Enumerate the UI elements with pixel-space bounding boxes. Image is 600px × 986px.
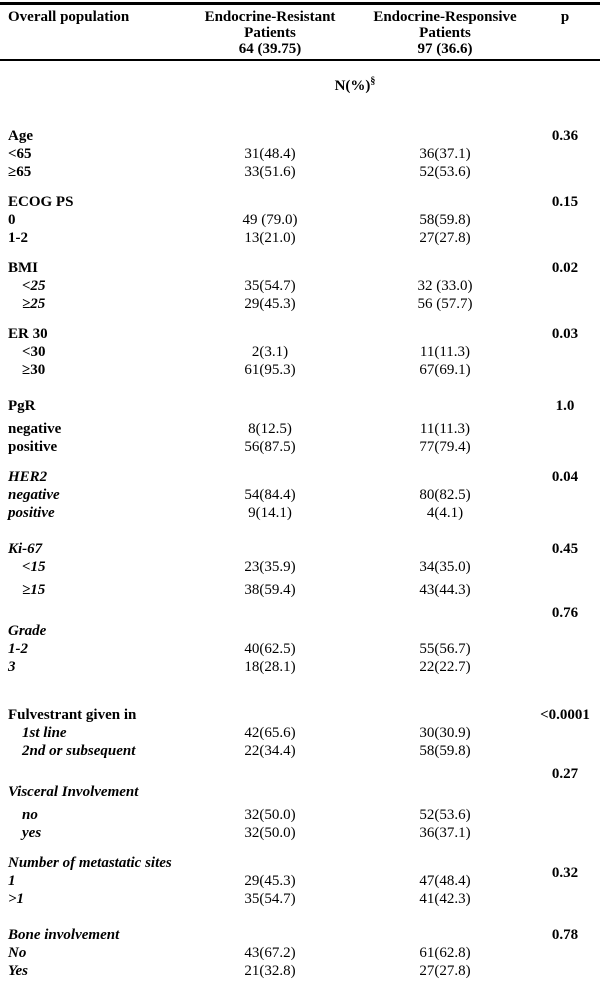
row-label: 1 xyxy=(8,873,16,889)
p-value: 0.45 xyxy=(551,541,579,557)
responsive-value: 58(59.8) xyxy=(419,212,471,228)
table-row xyxy=(0,397,600,415)
responsive-value: 52(53.6) xyxy=(419,807,471,823)
p-value xyxy=(530,558,600,576)
table-row xyxy=(0,468,600,486)
p-value xyxy=(530,295,600,313)
resistant-value xyxy=(180,854,360,872)
table-row xyxy=(0,824,600,842)
row-label: BMI xyxy=(8,260,38,276)
row-label: <15 xyxy=(22,559,46,575)
row-label: Fulvestrant given in xyxy=(8,707,137,723)
p-value: 0.36 xyxy=(551,128,579,144)
p-value xyxy=(530,343,600,361)
responsive-value xyxy=(360,259,530,277)
p-value xyxy=(530,420,600,438)
resistant-value: 18(28.1) xyxy=(244,659,296,675)
table-header xyxy=(0,2,600,61)
responsive-value: 22(22.7) xyxy=(419,659,471,675)
row-label: 1st line xyxy=(22,725,67,741)
responsive-value: 36(37.1) xyxy=(419,146,471,162)
responsive-value xyxy=(360,468,530,486)
row-label: <25 xyxy=(22,278,46,294)
resistant-value xyxy=(180,540,360,558)
table-row xyxy=(0,163,600,181)
p-value xyxy=(530,824,600,842)
p-value xyxy=(530,658,600,676)
resistant-value: 9(14.1) xyxy=(248,505,292,521)
resistant-value: 29(45.3) xyxy=(244,873,296,889)
table-row xyxy=(0,706,600,724)
p-value xyxy=(530,806,600,824)
table-row xyxy=(0,742,600,760)
row-label: HER2 xyxy=(8,469,48,485)
resistant-value xyxy=(180,765,360,783)
responsive-value: 11(11.3) xyxy=(419,344,471,360)
row-label: positive xyxy=(8,505,55,521)
p-value xyxy=(530,581,600,599)
table-row xyxy=(0,343,600,361)
p-value xyxy=(530,277,600,295)
table-row xyxy=(0,558,600,576)
p-value xyxy=(530,783,600,801)
row-label: <30 xyxy=(22,344,46,360)
header-line: Patients xyxy=(419,25,471,41)
resistant-value: 2(3.1) xyxy=(251,344,289,360)
responsive-value: 77(79.4) xyxy=(419,439,471,455)
responsive-value xyxy=(360,622,530,640)
row-label: ECOG PS xyxy=(8,194,74,210)
header-p-column: p xyxy=(560,9,570,25)
row-label: <65 xyxy=(8,146,32,162)
table-row xyxy=(0,944,600,962)
p-value: 0.04 xyxy=(551,469,579,485)
resistant-value xyxy=(180,259,360,277)
table-row xyxy=(0,229,600,247)
unit-label xyxy=(180,73,530,95)
row-label: 0 xyxy=(8,212,16,228)
row-label: Bone involvement xyxy=(8,927,120,943)
p-value: 0.03 xyxy=(551,326,579,342)
responsive-value: 56 (57.7) xyxy=(417,296,473,312)
header-line: Endocrine-Resistant xyxy=(204,9,336,25)
row-label: Age xyxy=(8,128,33,144)
resistant-value: 8(12.5) xyxy=(248,421,292,437)
resistant-value xyxy=(180,622,360,640)
table-row xyxy=(0,325,600,343)
resistant-value: 56(87.5) xyxy=(244,439,296,455)
table-row xyxy=(0,259,600,277)
resistant-value: 23(35.9) xyxy=(244,559,296,575)
table-row xyxy=(0,926,600,944)
table-row xyxy=(0,783,600,801)
p-value xyxy=(530,890,600,908)
responsive-value: 58(59.8) xyxy=(419,743,471,759)
row-label: PgR xyxy=(8,398,36,414)
responsive-value xyxy=(360,926,530,944)
row-label: 1-2 xyxy=(8,230,28,246)
responsive-value: 34(35.0) xyxy=(419,559,471,575)
p-value xyxy=(530,962,600,980)
row-label: negative xyxy=(8,487,60,503)
p-value: 0.27 xyxy=(551,766,579,782)
responsive-value: 41(42.3) xyxy=(419,891,471,907)
p-value: 0.32 xyxy=(551,865,579,881)
row-label: ≥65 xyxy=(8,164,32,180)
p-value: 0.15 xyxy=(551,194,579,210)
p-value xyxy=(530,944,600,962)
row-label: Number of metastatic sites xyxy=(8,855,172,871)
unit-label-superscript: § xyxy=(370,76,376,87)
row-label: ≥15 xyxy=(22,582,46,598)
table-row xyxy=(0,890,600,908)
responsive-value: 36(37.1) xyxy=(419,825,471,841)
resistant-value: 33(51.6) xyxy=(244,164,296,180)
resistant-value xyxy=(180,926,360,944)
responsive-value: 43(44.3) xyxy=(419,582,471,598)
p-value-row xyxy=(0,604,600,622)
p-value xyxy=(530,724,600,742)
resistant-value xyxy=(180,193,360,211)
header-endocrine-resistant xyxy=(180,9,360,57)
header-overall-population: Overall population xyxy=(8,9,130,25)
table-row xyxy=(0,962,600,980)
p-value xyxy=(530,622,600,640)
resistant-value: 61(95.3) xyxy=(244,362,296,378)
header-endocrine-responsive xyxy=(360,9,530,57)
row-label: 1-2 xyxy=(8,641,28,657)
row-label: 3 xyxy=(8,659,16,675)
responsive-value xyxy=(360,397,530,415)
resistant-value: 29(45.3) xyxy=(244,296,296,312)
responsive-value: 4(4.1) xyxy=(426,505,464,521)
resistant-value: 42(65.6) xyxy=(244,725,296,741)
resistant-value: 43(67.2) xyxy=(244,945,296,961)
table-row xyxy=(0,724,600,742)
resistant-value: 49 (79.0) xyxy=(242,212,298,228)
row-label: Visceral Involvement xyxy=(8,784,139,800)
resistant-value: 32(50.0) xyxy=(244,807,296,823)
resistant-value: 35(54.7) xyxy=(244,891,296,907)
resistant-value xyxy=(180,604,360,622)
p-value: 0.02 xyxy=(551,260,579,276)
resistant-value xyxy=(180,325,360,343)
p-value xyxy=(530,742,600,760)
responsive-value: 32 (33.0) xyxy=(417,278,473,294)
responsive-value xyxy=(360,854,530,872)
header-line: Endocrine-Responsive xyxy=(373,9,517,25)
p-value: <0.0001 xyxy=(540,707,590,723)
p-value xyxy=(530,486,600,504)
responsive-value: 61(62.8) xyxy=(419,945,471,961)
responsive-value xyxy=(360,193,530,211)
row-label: ≥25 xyxy=(22,296,46,312)
row-label: >1 xyxy=(8,891,25,907)
row-label: Ki-67 xyxy=(8,541,43,557)
resistant-value: 31(48.4) xyxy=(244,146,296,162)
table-row xyxy=(0,658,600,676)
responsive-value xyxy=(360,706,530,724)
table-row xyxy=(0,622,600,640)
p-value: 1.0 xyxy=(555,398,575,414)
resistant-value: 54(84.4) xyxy=(244,487,296,503)
responsive-value xyxy=(360,540,530,558)
table-row xyxy=(0,486,600,504)
responsive-value: 52(53.6) xyxy=(419,164,471,180)
header-count: 64 (39.75) xyxy=(238,41,302,57)
p-value: 0.78 xyxy=(551,927,579,943)
p-value xyxy=(530,504,600,522)
row-label xyxy=(0,765,180,783)
table-row xyxy=(0,540,600,558)
resistant-value: 22(34.4) xyxy=(244,743,296,759)
table-row xyxy=(0,361,600,379)
resistant-value xyxy=(180,706,360,724)
responsive-value: 27(27.8) xyxy=(419,230,471,246)
resistant-value: 13(21.0) xyxy=(244,230,296,246)
responsive-value xyxy=(360,604,530,622)
responsive-value: 55(56.7) xyxy=(419,641,471,657)
table-row xyxy=(0,145,600,163)
responsive-value: 67(69.1) xyxy=(419,362,471,378)
resistant-value: 40(62.5) xyxy=(244,641,296,657)
header-line: Patients xyxy=(244,25,296,41)
responsive-value: 11(11.3) xyxy=(419,421,471,437)
table-row xyxy=(0,420,600,438)
p-value-row xyxy=(0,765,600,783)
responsive-value xyxy=(360,783,530,801)
responsive-value: 80(82.5) xyxy=(419,487,471,503)
table-row xyxy=(0,211,600,229)
row-label: negative xyxy=(8,421,62,437)
row-label: Grade xyxy=(8,623,47,639)
row-label: 2nd or subsequent xyxy=(22,743,136,759)
p-value xyxy=(530,361,600,379)
row-label: ≥30 xyxy=(22,362,46,378)
table-row xyxy=(0,438,600,456)
resistant-value: 32(50.0) xyxy=(244,825,296,841)
table-row xyxy=(0,277,600,295)
resistant-value: 35(54.7) xyxy=(244,278,296,294)
p-value: 0.76 xyxy=(551,605,579,621)
resistant-value xyxy=(180,468,360,486)
resistant-value: 38(59.4) xyxy=(244,582,296,598)
responsive-value: 47(48.4) xyxy=(419,873,471,889)
p-value xyxy=(530,229,600,247)
table-row xyxy=(0,581,600,599)
resistant-value xyxy=(180,397,360,415)
row-label: Yes xyxy=(8,963,28,979)
p-value xyxy=(530,438,600,456)
table-row xyxy=(0,504,600,522)
row-label: yes xyxy=(22,825,42,841)
table-rows xyxy=(0,127,600,980)
responsive-value: 27(27.8) xyxy=(419,963,471,979)
responsive-value xyxy=(360,765,530,783)
p-value xyxy=(530,163,600,181)
resistant-value xyxy=(180,783,360,801)
row-label: ER 30 xyxy=(8,326,48,342)
responsive-value xyxy=(360,127,530,145)
p-value xyxy=(530,211,600,229)
resistant-value: 21(32.8) xyxy=(244,963,296,979)
unit-label-text: N(%) xyxy=(334,78,371,94)
row-label: no xyxy=(22,807,38,823)
responsive-value: 30(30.9) xyxy=(419,725,471,741)
table-row xyxy=(0,872,600,890)
table-row xyxy=(0,193,600,211)
resistant-value xyxy=(180,127,360,145)
table-row xyxy=(0,806,600,824)
row-label: positive xyxy=(8,439,58,455)
table-row xyxy=(0,295,600,313)
responsive-value xyxy=(360,325,530,343)
row-label: No xyxy=(8,945,27,961)
p-value xyxy=(530,145,600,163)
row-label xyxy=(0,604,180,622)
table-row xyxy=(0,640,600,658)
header-count: 97 (36.6) xyxy=(417,41,473,57)
p-value xyxy=(530,640,600,658)
table-row xyxy=(0,127,600,145)
